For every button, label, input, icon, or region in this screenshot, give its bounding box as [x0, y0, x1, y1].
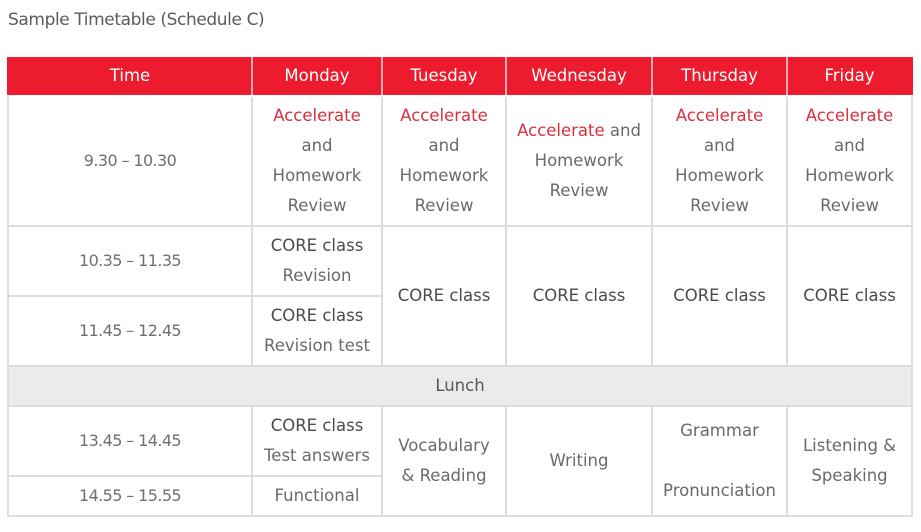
accelerate-text: Accelerate — [273, 106, 361, 125]
time-cell: 11.45 – 12.45 — [8, 296, 252, 366]
revision-text: Revision — [282, 266, 352, 285]
time-cell: 10.35 – 11.35 — [8, 226, 252, 296]
header-row — [8, 57, 912, 96]
homework-text: Homework — [399, 166, 489, 185]
homework-text: Homework — [805, 166, 894, 185]
wednesday-core-cell: CORE class — [506, 226, 652, 366]
vocabulary-text: Vocabulary — [398, 436, 490, 455]
wednesday-afternoon-cell: Writing — [506, 406, 652, 516]
grammar-text: Grammar — [680, 421, 759, 440]
thursday-cell — [652, 96, 787, 226]
table-row — [8, 96, 912, 226]
timetable — [7, 57, 913, 517]
time-cell: 13.45 – 14.45 — [8, 406, 252, 476]
tuesday-core-cell: CORE class — [382, 226, 506, 366]
homework-text: Homework — [272, 166, 362, 185]
header-friday: Friday — [787, 57, 912, 96]
homework-text: Homework — [675, 166, 764, 185]
lunch-cell: Lunch — [8, 366, 912, 406]
accelerate-text: Accelerate — [805, 106, 894, 125]
header-tuesday: Tuesday — [382, 57, 506, 96]
reading-text: & Reading — [401, 466, 487, 485]
header-time: Time — [8, 57, 252, 96]
speaking-text: Speaking — [811, 466, 888, 485]
tuesday-afternoon-cell — [382, 406, 506, 516]
lunch-row — [8, 366, 912, 406]
and-text: and — [301, 136, 333, 155]
thursday-afternoon-cell — [652, 406, 787, 516]
monday-cell: Functional — [252, 476, 382, 516]
review-text: Review — [287, 196, 347, 215]
and-text: and — [703, 136, 736, 155]
time-cell: 9.30 – 10.30 — [8, 96, 252, 226]
monday-cell — [252, 96, 382, 226]
accelerate-text: Accelerate — [517, 121, 605, 140]
monday-cell — [252, 296, 382, 366]
homework-text: Homework — [534, 151, 624, 170]
monday-cell — [252, 226, 382, 296]
header-monday: Monday — [252, 57, 382, 96]
listening-text: Listening & — [802, 436, 897, 455]
wednesday-cell — [506, 96, 652, 226]
thursday-core-cell: CORE class — [652, 226, 787, 366]
tuesday-cell — [382, 96, 506, 226]
accelerate-text: Accelerate — [400, 106, 488, 125]
time-cell: 14.55 – 15.55 — [8, 476, 252, 516]
test-answers-text: Test answers — [264, 446, 370, 465]
and-text: and — [833, 136, 866, 155]
and-text: and — [428, 136, 460, 155]
core-class-text: CORE class — [270, 416, 364, 435]
table-row — [8, 226, 912, 296]
friday-afternoon-cell — [787, 406, 912, 516]
pronunciation-text: Pronunciation — [663, 481, 776, 500]
table-caption: Sample Timetable (Schedule C) — [8, 10, 265, 30]
friday-cell — [787, 96, 912, 226]
review-text: Review — [549, 181, 609, 200]
review-text: Review — [414, 196, 474, 215]
table-row — [8, 406, 912, 476]
monday-cell — [252, 406, 382, 476]
friday-core-cell: CORE class — [787, 226, 912, 366]
review-text: Review — [690, 196, 749, 215]
review-text: Review — [820, 196, 879, 215]
and-text: and — [609, 121, 641, 140]
header-wednesday: Wednesday — [506, 57, 652, 96]
revision-test-text: Revision test — [264, 336, 370, 355]
header-thursday: Thursday — [652, 57, 787, 96]
accelerate-text: Accelerate — [675, 106, 764, 125]
core-class-text: CORE class — [270, 236, 364, 255]
core-class-text: CORE class — [270, 306, 364, 325]
